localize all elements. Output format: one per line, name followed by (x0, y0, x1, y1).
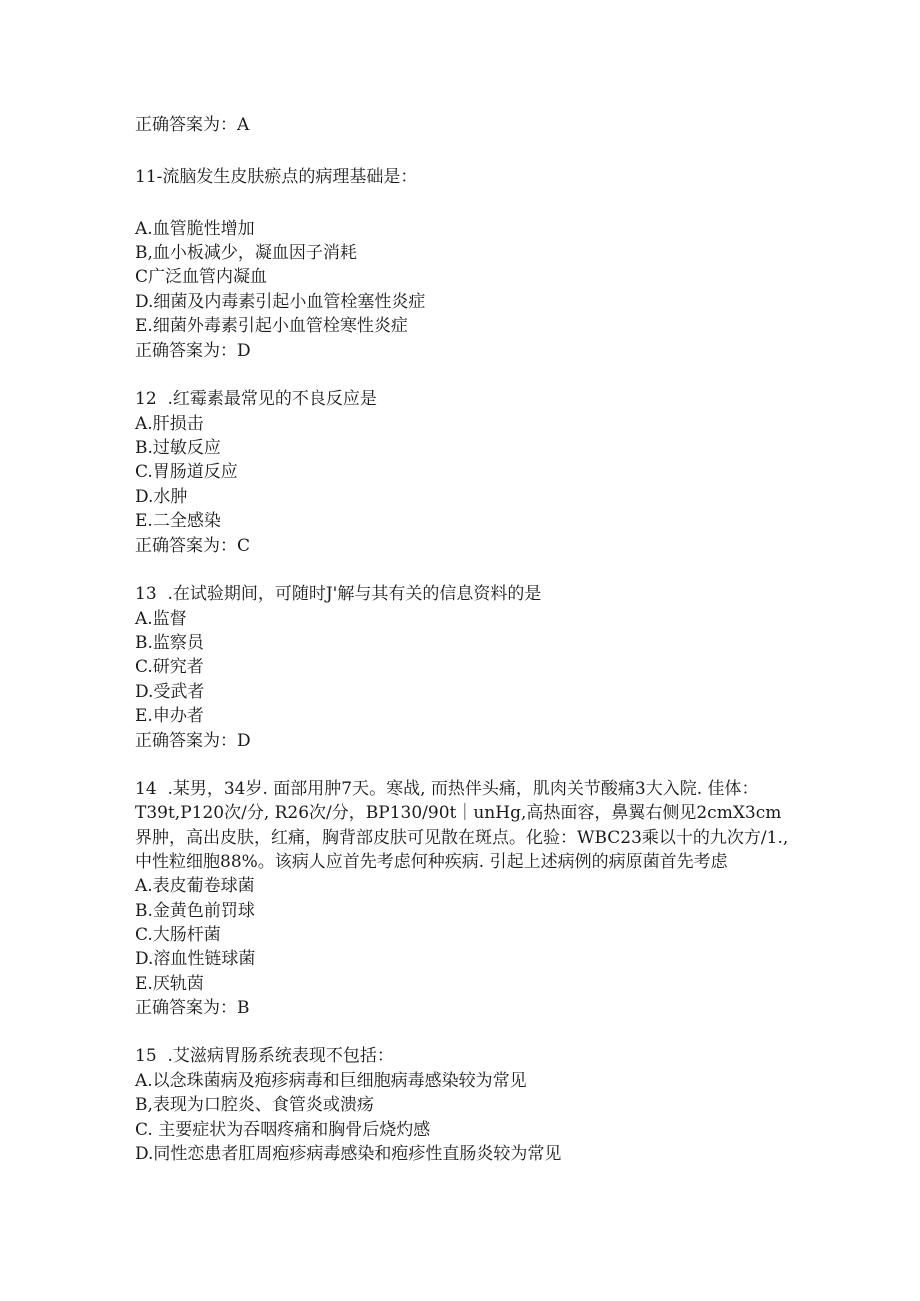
question-11-stem: 11-流脑发生皮肤瘀点的病理基础是： (135, 167, 418, 187)
question-13-option-d: D.受武者 (135, 682, 205, 702)
question-12-option-a: A.肝损击 (135, 414, 204, 434)
question-12-option-c: C.胃肠道反应 (135, 462, 238, 482)
question-13-option-b: B.监察员 (135, 633, 204, 653)
question-12-stem: 12 .红霉素最常见的不良反应是 (135, 389, 377, 409)
question-14-option-e: E.厌轨茵 (135, 974, 204, 994)
question-13-option-e: E.申办者 (135, 706, 204, 726)
question-15-stem: 15 .艾滋病胃肠系统表现不包括： (135, 1046, 394, 1066)
question-13-answer: 正确答案为：D (135, 731, 251, 751)
question-12-option-e: E.二全感染 (135, 511, 221, 531)
question-12-option-d: D.水肿 (135, 487, 188, 507)
question-12-answer: 正确答案为：C (135, 536, 251, 556)
question-13-stem: 13 .在试验期间，可随时J'解与其有关的信息资料的是 (135, 584, 542, 604)
answer-prev: 正确答案为：A (135, 115, 250, 135)
question-11-option-e: E.细菌外毒素引起小血管栓寒性炎症 (135, 316, 408, 336)
question-11-option-d: D.细菌及内毒素引起小血管栓塞性炎症 (135, 292, 426, 312)
question-15-option-a: A.以念珠菌病及疱疹病毒和巨细胞病毒感染较为常见 (135, 1071, 527, 1091)
question-13-option-a: A.监督 (135, 609, 187, 629)
question-14-option-d: D.溶血性链球菌 (135, 949, 256, 969)
question-11-option-a: A.血管脆性增加 (135, 219, 255, 239)
question-15-option-c: C. 主要症状为吞咽疼痛和胸骨后烧灼感 (135, 1120, 431, 1140)
question-13-option-c: C.研究者 (135, 657, 204, 677)
question-14-option-b: B.金黄色前罚球 (135, 901, 255, 921)
question-11-option-b: B,血小板减少，凝血因子消耗 (135, 243, 357, 263)
question-11-option-c: C广泛血管内凝血 (135, 267, 268, 287)
question-14-answer: 正确答案为：B (135, 998, 250, 1018)
question-14-option-a: A.表皮葡卷球菌 (135, 876, 255, 896)
question-14-option-c: C.大肠杆菌 (135, 925, 221, 945)
question-15-option-d: D.同性恋患者肛周疱疹病毒感染和疱疹性直肠炎较为常见 (135, 1144, 562, 1164)
question-14-stem: 14 .某男，34岁. 面部用肿7天。寒战, 而热伴头痛，肌肉关节酸痛3大入院. 佳体：T39t,P120次/分, R26次/分，BP130/90t｜unHg,高热面容，鼻翼右侧见2cmX3cm界肿，高出皮肤，红痛，胸背部皮肤可见散在斑点。化验：WBC23乘以十的九次方/1.,中性粒细胞88%。该病人应首先考虑何种疾病. 引起上述病例的病原菌首先考虑 (135, 779, 789, 872)
question-15-option-b: B,表现为口腔炎、食管炎或溃疡 (135, 1095, 374, 1115)
question-11-answer: 正确答案为：D (135, 341, 251, 361)
question-12-option-b: B.过敏反应 (135, 438, 221, 458)
